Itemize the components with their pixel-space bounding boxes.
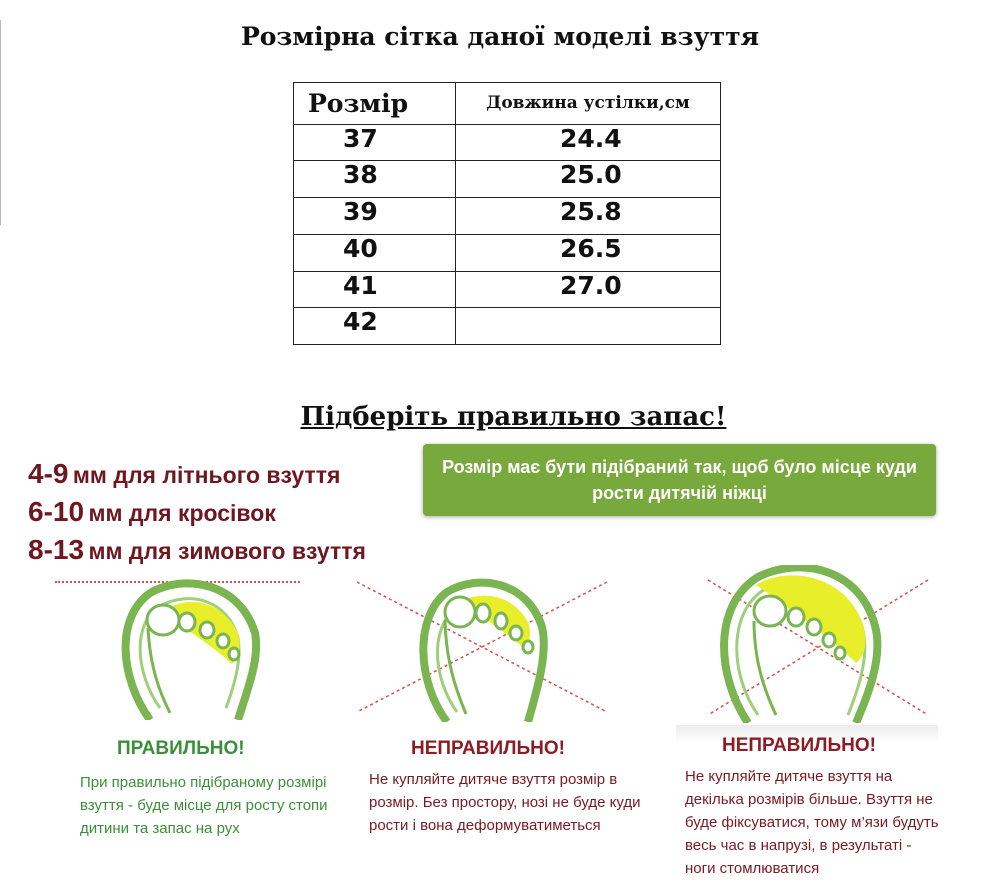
allowance-range: 6-10 [28, 496, 85, 527]
section-subtitle: Підберіть правильно запас! [300, 402, 727, 432]
table-row [294, 124, 721, 161]
length-cell: 26.5 [456, 234, 721, 271]
size-cell: 42 [294, 308, 456, 345]
allowance-label: мм для кросівок [88, 500, 276, 526]
allowance-label: мм для зимового взуття [88, 538, 366, 564]
allowance-sneakers [28, 496, 276, 528]
table-row [294, 234, 721, 271]
allowance-label: мм для літнього взуття [72, 462, 341, 488]
table-row [294, 198, 721, 235]
too-small-foot-icon [352, 572, 622, 722]
allowance-winter [28, 534, 366, 566]
tip-box [423, 444, 936, 516]
size-table [293, 82, 721, 345]
description-wrong-big: Не купляйте дитяче взуття на декілька розмірів більше. Взуття не буде фіксуватися, тому м’язи будуть весь час в напрузі, в результаті - ноги стомлюватися [685, 768, 939, 877]
header-insole-length: Довжина устілки,см [456, 83, 721, 125]
table-row [294, 271, 721, 308]
size-cell: 40 [294, 234, 456, 271]
table-row [294, 161, 721, 198]
allowance-range: 8-13 [28, 534, 85, 565]
length-cell: 25.0 [456, 161, 721, 198]
length-cell: 25.8 [456, 198, 721, 235]
table-row [294, 308, 721, 345]
allowance-summer [28, 458, 340, 490]
too-big-foot-icon [688, 565, 948, 723]
size-cell: 41 [294, 271, 456, 308]
allowance-range: 4-9 [28, 458, 69, 489]
length-cell: 27.0 [456, 271, 721, 308]
size-cell: 38 [294, 161, 456, 198]
description-correct: При правильно підібраному розмірі взуття - буде місце для росту стопи дитини та запас на рух [80, 774, 328, 837]
tip-text: Розмір має бути підібраний так, щоб було місце куди рости дитячій ніжці [442, 457, 917, 503]
size-cell: 39 [294, 198, 456, 235]
page-title: Розмірна сітка даної моделі взуття [240, 22, 760, 51]
length-cell: 24.4 [456, 124, 721, 161]
header-size: Розмір [294, 83, 456, 125]
size-cell: 37 [294, 124, 456, 161]
verdict-wrong-big: НЕПРАВИЛЬНО! [722, 735, 876, 756]
correct-foot-icon [110, 578, 280, 720]
size-table-header [294, 83, 721, 125]
length-cell [456, 308, 721, 345]
verdict-correct: ПРАВИЛЬНО! [117, 738, 245, 759]
description-wrong-small: Не купляйте дитяче взуття розмір в розмір. Без простору, нозі не буде куди рости і вона деформуватиметься [369, 771, 641, 834]
verdict-wrong-small: НЕПРАВИЛЬНО! [411, 738, 565, 759]
